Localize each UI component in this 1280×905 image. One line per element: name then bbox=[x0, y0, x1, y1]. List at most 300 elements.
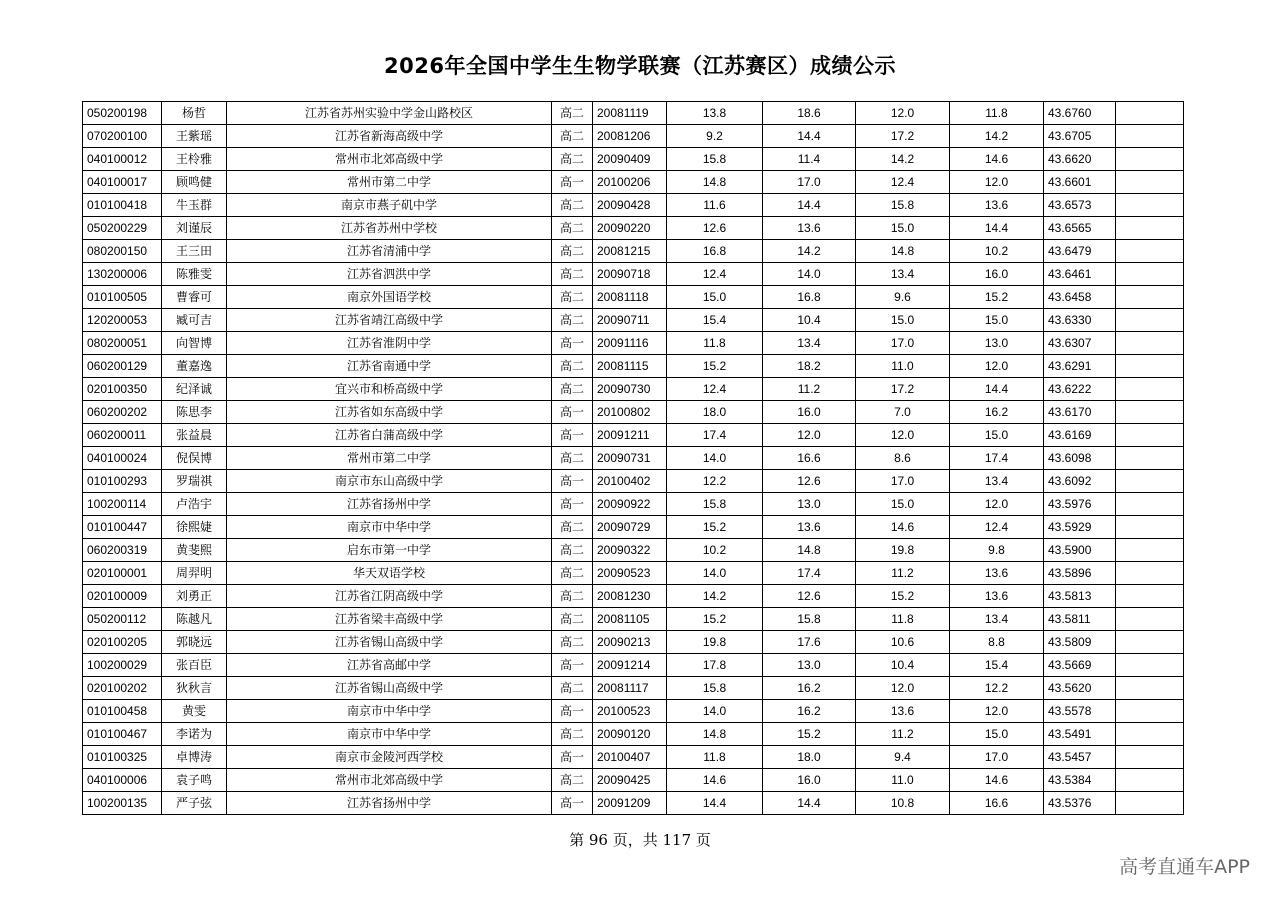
note-cell bbox=[1116, 263, 1184, 286]
birthdate-cell: 20100523 bbox=[593, 700, 667, 723]
grade-cell: 高二 bbox=[552, 263, 593, 286]
score-cell: 15.4 bbox=[667, 309, 763, 332]
note-cell bbox=[1116, 631, 1184, 654]
table-row bbox=[83, 355, 1184, 378]
score-cell: 15.0 bbox=[856, 309, 950, 332]
school-cell: 江苏省梁丰高级中学 bbox=[227, 608, 552, 631]
score-cell: 15.4 bbox=[950, 654, 1044, 677]
grade-cell: 高二 bbox=[552, 286, 593, 309]
total-score-cell: 43.6479 bbox=[1044, 240, 1116, 263]
score-cell: 17.8 bbox=[667, 654, 763, 677]
score-cell: 15.2 bbox=[667, 608, 763, 631]
exam-id-cell: 040100006 bbox=[83, 769, 162, 792]
score-cell: 12.0 bbox=[950, 700, 1044, 723]
score-cell: 13.6 bbox=[950, 194, 1044, 217]
note-cell bbox=[1116, 769, 1184, 792]
name-cell: 王柃雅 bbox=[162, 148, 227, 171]
score-cell: 12.2 bbox=[950, 677, 1044, 700]
table-row bbox=[83, 171, 1184, 194]
exam-id-cell: 080200150 bbox=[83, 240, 162, 263]
birthdate-cell: 20081119 bbox=[593, 102, 667, 125]
exam-id-cell: 100200135 bbox=[83, 792, 162, 815]
school-cell: 常州市北郊高级中学 bbox=[227, 148, 552, 171]
total-score-cell: 43.6461 bbox=[1044, 263, 1116, 286]
score-cell: 15.0 bbox=[856, 493, 950, 516]
app-watermark: 高考直通车APP bbox=[1119, 856, 1250, 878]
score-cell: 13.0 bbox=[950, 332, 1044, 355]
name-cell: 严子弦 bbox=[162, 792, 227, 815]
name-cell: 袁子鸣 bbox=[162, 769, 227, 792]
note-cell bbox=[1116, 309, 1184, 332]
score-cell: 14.4 bbox=[763, 792, 856, 815]
grade-cell: 高一 bbox=[552, 470, 593, 493]
score-cell: 17.0 bbox=[856, 470, 950, 493]
school-cell: 南京市中华中学 bbox=[227, 516, 552, 539]
grade-cell: 高二 bbox=[552, 240, 593, 263]
score-cell: 17.2 bbox=[856, 125, 950, 148]
score-cell: 15.2 bbox=[950, 286, 1044, 309]
total-score-cell: 43.5976 bbox=[1044, 493, 1116, 516]
score-cell: 17.2 bbox=[856, 378, 950, 401]
total-score-cell: 43.5896 bbox=[1044, 562, 1116, 585]
score-cell: 12.6 bbox=[763, 585, 856, 608]
table-row bbox=[83, 562, 1184, 585]
score-cell: 13.4 bbox=[950, 470, 1044, 493]
birthdate-cell: 20081115 bbox=[593, 355, 667, 378]
exam-id-cell: 060200011 bbox=[83, 424, 162, 447]
note-cell bbox=[1116, 102, 1184, 125]
score-cell: 11.8 bbox=[950, 102, 1044, 125]
total-score-cell: 43.5376 bbox=[1044, 792, 1116, 815]
score-cell: 13.6 bbox=[856, 700, 950, 723]
score-cell: 16.0 bbox=[950, 263, 1044, 286]
table-body bbox=[83, 102, 1184, 815]
school-cell: 江苏省江阴高级中学 bbox=[227, 585, 552, 608]
page-title: 2026年全国中学生生物学联赛（江苏赛区）成绩公示 bbox=[384, 54, 896, 78]
birthdate-cell: 20090730 bbox=[593, 378, 667, 401]
score-cell: 12.0 bbox=[763, 424, 856, 447]
school-cell: 江苏省清浦中学 bbox=[227, 240, 552, 263]
score-cell: 12.6 bbox=[667, 217, 763, 240]
score-cell: 14.8 bbox=[667, 723, 763, 746]
exam-id-cell: 020100205 bbox=[83, 631, 162, 654]
school-cell: 江苏省锡山高级中学 bbox=[227, 631, 552, 654]
exam-id-cell: 100200114 bbox=[83, 493, 162, 516]
score-cell: 14.6 bbox=[667, 769, 763, 792]
birthdate-cell: 20091214 bbox=[593, 654, 667, 677]
birthdate-cell: 20100206 bbox=[593, 171, 667, 194]
exam-id-cell: 020100009 bbox=[83, 585, 162, 608]
name-cell: 张百臣 bbox=[162, 654, 227, 677]
school-cell: 常州市北郊高级中学 bbox=[227, 769, 552, 792]
score-cell: 13.0 bbox=[763, 654, 856, 677]
grade-cell: 高一 bbox=[552, 700, 593, 723]
total-score-cell: 43.6573 bbox=[1044, 194, 1116, 217]
score-cell: 14.4 bbox=[763, 194, 856, 217]
exam-id-cell: 010100325 bbox=[83, 746, 162, 769]
note-cell bbox=[1116, 332, 1184, 355]
school-cell: 南京市燕子矶中学 bbox=[227, 194, 552, 217]
birthdate-cell: 20081215 bbox=[593, 240, 667, 263]
table-row bbox=[83, 769, 1184, 792]
table-row bbox=[83, 332, 1184, 355]
score-cell: 17.4 bbox=[667, 424, 763, 447]
score-cell: 17.0 bbox=[950, 746, 1044, 769]
total-score-cell: 43.6222 bbox=[1044, 378, 1116, 401]
table-row bbox=[83, 148, 1184, 171]
total-score-cell: 43.5929 bbox=[1044, 516, 1116, 539]
score-cell: 10.4 bbox=[763, 309, 856, 332]
grade-cell: 高二 bbox=[552, 516, 593, 539]
exam-id-cell: 040100017 bbox=[83, 171, 162, 194]
grade-cell: 高二 bbox=[552, 148, 593, 171]
score-cell: 14.2 bbox=[763, 240, 856, 263]
total-score-cell: 43.6705 bbox=[1044, 125, 1116, 148]
note-cell bbox=[1116, 516, 1184, 539]
score-cell: 15.8 bbox=[667, 148, 763, 171]
score-cell: 18.6 bbox=[763, 102, 856, 125]
score-cell: 16.0 bbox=[763, 401, 856, 424]
name-cell: 向智博 bbox=[162, 332, 227, 355]
total-score-cell: 43.5900 bbox=[1044, 539, 1116, 562]
grade-cell: 高二 bbox=[552, 355, 593, 378]
school-cell: 江苏省苏州实验中学金山路校区 bbox=[227, 102, 552, 125]
table-row bbox=[83, 263, 1184, 286]
page-number: 第 96 页，共 117 页 bbox=[569, 831, 711, 849]
score-cell: 12.4 bbox=[856, 171, 950, 194]
score-cell: 14.2 bbox=[950, 125, 1044, 148]
score-cell: 14.0 bbox=[763, 263, 856, 286]
score-cell: 13.4 bbox=[950, 608, 1044, 631]
table-row bbox=[83, 677, 1184, 700]
school-cell: 南京市中华中学 bbox=[227, 723, 552, 746]
birthdate-cell: 20090731 bbox=[593, 447, 667, 470]
score-cell: 10.2 bbox=[667, 539, 763, 562]
total-score-cell: 43.6565 bbox=[1044, 217, 1116, 240]
school-cell: 常州市第二中学 bbox=[227, 447, 552, 470]
name-cell: 周羿明 bbox=[162, 562, 227, 585]
score-cell: 17.4 bbox=[950, 447, 1044, 470]
exam-id-cell: 050200229 bbox=[83, 217, 162, 240]
score-cell: 14.0 bbox=[667, 700, 763, 723]
score-cell: 14.2 bbox=[856, 148, 950, 171]
grade-cell: 高二 bbox=[552, 631, 593, 654]
birthdate-cell: 20090711 bbox=[593, 309, 667, 332]
school-cell: 江苏省如东高级中学 bbox=[227, 401, 552, 424]
score-cell: 15.8 bbox=[856, 194, 950, 217]
exam-id-cell: 100200029 bbox=[83, 654, 162, 677]
birthdate-cell: 20090120 bbox=[593, 723, 667, 746]
name-cell: 杨哲 bbox=[162, 102, 227, 125]
grade-cell: 高二 bbox=[552, 309, 593, 332]
score-cell: 13.4 bbox=[763, 332, 856, 355]
table-row bbox=[83, 700, 1184, 723]
name-cell: 黄雯 bbox=[162, 700, 227, 723]
score-cell: 10.2 bbox=[950, 240, 1044, 263]
name-cell: 刘勇正 bbox=[162, 585, 227, 608]
birthdate-cell: 20091209 bbox=[593, 792, 667, 815]
total-score-cell: 43.5620 bbox=[1044, 677, 1116, 700]
name-cell: 顾鸣健 bbox=[162, 171, 227, 194]
name-cell: 曹睿可 bbox=[162, 286, 227, 309]
score-cell: 18.0 bbox=[667, 401, 763, 424]
grade-cell: 高一 bbox=[552, 746, 593, 769]
grade-cell: 高二 bbox=[552, 562, 593, 585]
grade-cell: 高一 bbox=[552, 792, 593, 815]
score-cell: 16.2 bbox=[763, 700, 856, 723]
score-cell: 15.8 bbox=[667, 677, 763, 700]
table-row bbox=[83, 631, 1184, 654]
table-row bbox=[83, 378, 1184, 401]
name-cell: 罗瑞祺 bbox=[162, 470, 227, 493]
total-score-cell: 43.6620 bbox=[1044, 148, 1116, 171]
exam-id-cell: 070200100 bbox=[83, 125, 162, 148]
grade-cell: 高二 bbox=[552, 769, 593, 792]
table-row bbox=[83, 516, 1184, 539]
results-table bbox=[82, 101, 1184, 815]
table-row bbox=[83, 539, 1184, 562]
school-cell: 江苏省扬州中学 bbox=[227, 493, 552, 516]
score-cell: 16.2 bbox=[763, 677, 856, 700]
school-cell: 江苏省苏州中学校 bbox=[227, 217, 552, 240]
table-row bbox=[83, 424, 1184, 447]
birthdate-cell: 20100802 bbox=[593, 401, 667, 424]
score-cell: 12.0 bbox=[950, 355, 1044, 378]
score-cell: 16.8 bbox=[667, 240, 763, 263]
note-cell bbox=[1116, 286, 1184, 309]
score-cell: 15.0 bbox=[950, 309, 1044, 332]
score-cell: 12.4 bbox=[667, 378, 763, 401]
birthdate-cell: 20090322 bbox=[593, 539, 667, 562]
note-cell bbox=[1116, 401, 1184, 424]
score-cell: 8.6 bbox=[856, 447, 950, 470]
total-score-cell: 43.6601 bbox=[1044, 171, 1116, 194]
score-cell: 15.2 bbox=[763, 723, 856, 746]
grade-cell: 高二 bbox=[552, 217, 593, 240]
total-score-cell: 43.6307 bbox=[1044, 332, 1116, 355]
grade-cell: 高二 bbox=[552, 608, 593, 631]
school-cell: 常州市第二中学 bbox=[227, 171, 552, 194]
score-cell: 12.0 bbox=[856, 677, 950, 700]
name-cell: 卓博涛 bbox=[162, 746, 227, 769]
table-row bbox=[83, 723, 1184, 746]
score-cell: 16.0 bbox=[763, 769, 856, 792]
score-cell: 14.8 bbox=[856, 240, 950, 263]
grade-cell: 高一 bbox=[552, 493, 593, 516]
score-cell: 14.4 bbox=[667, 792, 763, 815]
note-cell bbox=[1116, 148, 1184, 171]
total-score-cell: 43.6092 bbox=[1044, 470, 1116, 493]
score-cell: 18.2 bbox=[763, 355, 856, 378]
score-cell: 15.0 bbox=[856, 217, 950, 240]
birthdate-cell: 20090428 bbox=[593, 194, 667, 217]
grade-cell: 高一 bbox=[552, 332, 593, 355]
score-cell: 12.0 bbox=[950, 171, 1044, 194]
school-cell: 江苏省南通中学 bbox=[227, 355, 552, 378]
table-row bbox=[83, 585, 1184, 608]
note-cell bbox=[1116, 608, 1184, 631]
table-row bbox=[83, 309, 1184, 332]
score-cell: 14.6 bbox=[950, 148, 1044, 171]
name-cell: 卢浩宇 bbox=[162, 493, 227, 516]
note-cell bbox=[1116, 585, 1184, 608]
score-cell: 16.2 bbox=[950, 401, 1044, 424]
grade-cell: 高二 bbox=[552, 585, 593, 608]
total-score-cell: 43.6098 bbox=[1044, 447, 1116, 470]
exam-id-cell: 060200129 bbox=[83, 355, 162, 378]
total-score-cell: 43.5384 bbox=[1044, 769, 1116, 792]
school-cell: 江苏省白蒲高级中学 bbox=[227, 424, 552, 447]
score-cell: 17.0 bbox=[856, 332, 950, 355]
birthdate-cell: 20090220 bbox=[593, 217, 667, 240]
score-cell: 13.4 bbox=[856, 263, 950, 286]
grade-cell: 高二 bbox=[552, 677, 593, 700]
score-cell: 15.2 bbox=[667, 516, 763, 539]
exam-id-cell: 060200319 bbox=[83, 539, 162, 562]
name-cell: 臧可吉 bbox=[162, 309, 227, 332]
grade-cell: 高一 bbox=[552, 401, 593, 424]
note-cell bbox=[1116, 723, 1184, 746]
name-cell: 陈越凡 bbox=[162, 608, 227, 631]
score-cell: 16.6 bbox=[950, 792, 1044, 815]
score-cell: 19.8 bbox=[856, 539, 950, 562]
score-cell: 12.0 bbox=[856, 102, 950, 125]
exam-id-cell: 080200051 bbox=[83, 332, 162, 355]
total-score-cell: 43.6330 bbox=[1044, 309, 1116, 332]
table-row bbox=[83, 792, 1184, 815]
grade-cell: 高二 bbox=[552, 194, 593, 217]
note-cell bbox=[1116, 355, 1184, 378]
score-cell: 14.6 bbox=[950, 769, 1044, 792]
note-cell bbox=[1116, 746, 1184, 769]
exam-id-cell: 130200006 bbox=[83, 263, 162, 286]
table-row bbox=[83, 470, 1184, 493]
school-cell: 南京市东山高级中学 bbox=[227, 470, 552, 493]
birthdate-cell: 20081105 bbox=[593, 608, 667, 631]
score-cell: 15.8 bbox=[667, 493, 763, 516]
birthdate-cell: 20100407 bbox=[593, 746, 667, 769]
score-cell: 10.6 bbox=[856, 631, 950, 654]
name-cell: 徐熙婕 bbox=[162, 516, 227, 539]
score-cell: 13.6 bbox=[763, 516, 856, 539]
score-cell: 12.6 bbox=[763, 470, 856, 493]
total-score-cell: 43.5669 bbox=[1044, 654, 1116, 677]
score-cell: 14.4 bbox=[763, 125, 856, 148]
note-cell bbox=[1116, 792, 1184, 815]
exam-id-cell: 050200112 bbox=[83, 608, 162, 631]
total-score-cell: 43.5811 bbox=[1044, 608, 1116, 631]
note-cell bbox=[1116, 470, 1184, 493]
score-cell: 11.2 bbox=[856, 723, 950, 746]
name-cell: 狄秋言 bbox=[162, 677, 227, 700]
score-cell: 14.2 bbox=[667, 585, 763, 608]
exam-id-cell: 040100012 bbox=[83, 148, 162, 171]
table-row bbox=[83, 401, 1184, 424]
grade-cell: 高一 bbox=[552, 654, 593, 677]
table-row bbox=[83, 125, 1184, 148]
name-cell: 李诺为 bbox=[162, 723, 227, 746]
grade-cell: 高二 bbox=[552, 102, 593, 125]
total-score-cell: 43.5813 bbox=[1044, 585, 1116, 608]
exam-id-cell: 040100024 bbox=[83, 447, 162, 470]
birthdate-cell: 20090425 bbox=[593, 769, 667, 792]
score-cell: 13.0 bbox=[763, 493, 856, 516]
score-cell: 11.0 bbox=[856, 769, 950, 792]
score-cell: 14.4 bbox=[950, 378, 1044, 401]
score-cell: 17.4 bbox=[763, 562, 856, 585]
note-cell bbox=[1116, 217, 1184, 240]
total-score-cell: 43.6760 bbox=[1044, 102, 1116, 125]
score-cell: 15.8 bbox=[763, 608, 856, 631]
total-score-cell: 43.6291 bbox=[1044, 355, 1116, 378]
score-cell: 17.0 bbox=[763, 171, 856, 194]
birthdate-cell: 20090213 bbox=[593, 631, 667, 654]
note-cell bbox=[1116, 194, 1184, 217]
note-cell bbox=[1116, 654, 1184, 677]
note-cell bbox=[1116, 240, 1184, 263]
note-cell bbox=[1116, 424, 1184, 447]
score-cell: 15.2 bbox=[667, 355, 763, 378]
score-cell: 11.2 bbox=[856, 562, 950, 585]
score-cell: 11.8 bbox=[856, 608, 950, 631]
total-score-cell: 43.5457 bbox=[1044, 746, 1116, 769]
score-cell: 13.8 bbox=[667, 102, 763, 125]
score-cell: 18.0 bbox=[763, 746, 856, 769]
exam-id-cell: 020100350 bbox=[83, 378, 162, 401]
exam-id-cell: 010100467 bbox=[83, 723, 162, 746]
total-score-cell: 43.5578 bbox=[1044, 700, 1116, 723]
table-row bbox=[83, 608, 1184, 631]
birthdate-cell: 20091211 bbox=[593, 424, 667, 447]
score-cell: 11.8 bbox=[667, 746, 763, 769]
score-cell: 15.0 bbox=[950, 424, 1044, 447]
school-cell: 宜兴市和桥高级中学 bbox=[227, 378, 552, 401]
table-row bbox=[83, 654, 1184, 677]
score-cell: 12.4 bbox=[667, 263, 763, 286]
table-row bbox=[83, 194, 1184, 217]
birthdate-cell: 20081118 bbox=[593, 286, 667, 309]
exam-id-cell: 120200053 bbox=[83, 309, 162, 332]
birthdate-cell: 20090409 bbox=[593, 148, 667, 171]
score-cell: 12.2 bbox=[667, 470, 763, 493]
score-cell: 15.0 bbox=[950, 723, 1044, 746]
birthdate-cell: 20081117 bbox=[593, 677, 667, 700]
score-cell: 14.4 bbox=[950, 217, 1044, 240]
exam-id-cell: 010100505 bbox=[83, 286, 162, 309]
note-cell bbox=[1116, 539, 1184, 562]
score-cell: 14.8 bbox=[763, 539, 856, 562]
school-cell: 江苏省锡山高级中学 bbox=[227, 677, 552, 700]
score-cell: 15.0 bbox=[667, 286, 763, 309]
grade-cell: 高一 bbox=[552, 424, 593, 447]
score-cell: 12.0 bbox=[856, 424, 950, 447]
name-cell: 陈思李 bbox=[162, 401, 227, 424]
name-cell: 王三田 bbox=[162, 240, 227, 263]
table-row bbox=[83, 447, 1184, 470]
school-cell: 南京市金陵河西学校 bbox=[227, 746, 552, 769]
grade-cell: 高二 bbox=[552, 447, 593, 470]
score-cell: 9.4 bbox=[856, 746, 950, 769]
name-cell: 陈雅雯 bbox=[162, 263, 227, 286]
grade-cell: 高二 bbox=[552, 723, 593, 746]
score-cell: 17.6 bbox=[763, 631, 856, 654]
note-cell bbox=[1116, 378, 1184, 401]
exam-id-cell: 060200202 bbox=[83, 401, 162, 424]
birthdate-cell: 20091116 bbox=[593, 332, 667, 355]
score-cell: 14.0 bbox=[667, 447, 763, 470]
name-cell: 牛玉群 bbox=[162, 194, 227, 217]
score-cell: 9.2 bbox=[667, 125, 763, 148]
